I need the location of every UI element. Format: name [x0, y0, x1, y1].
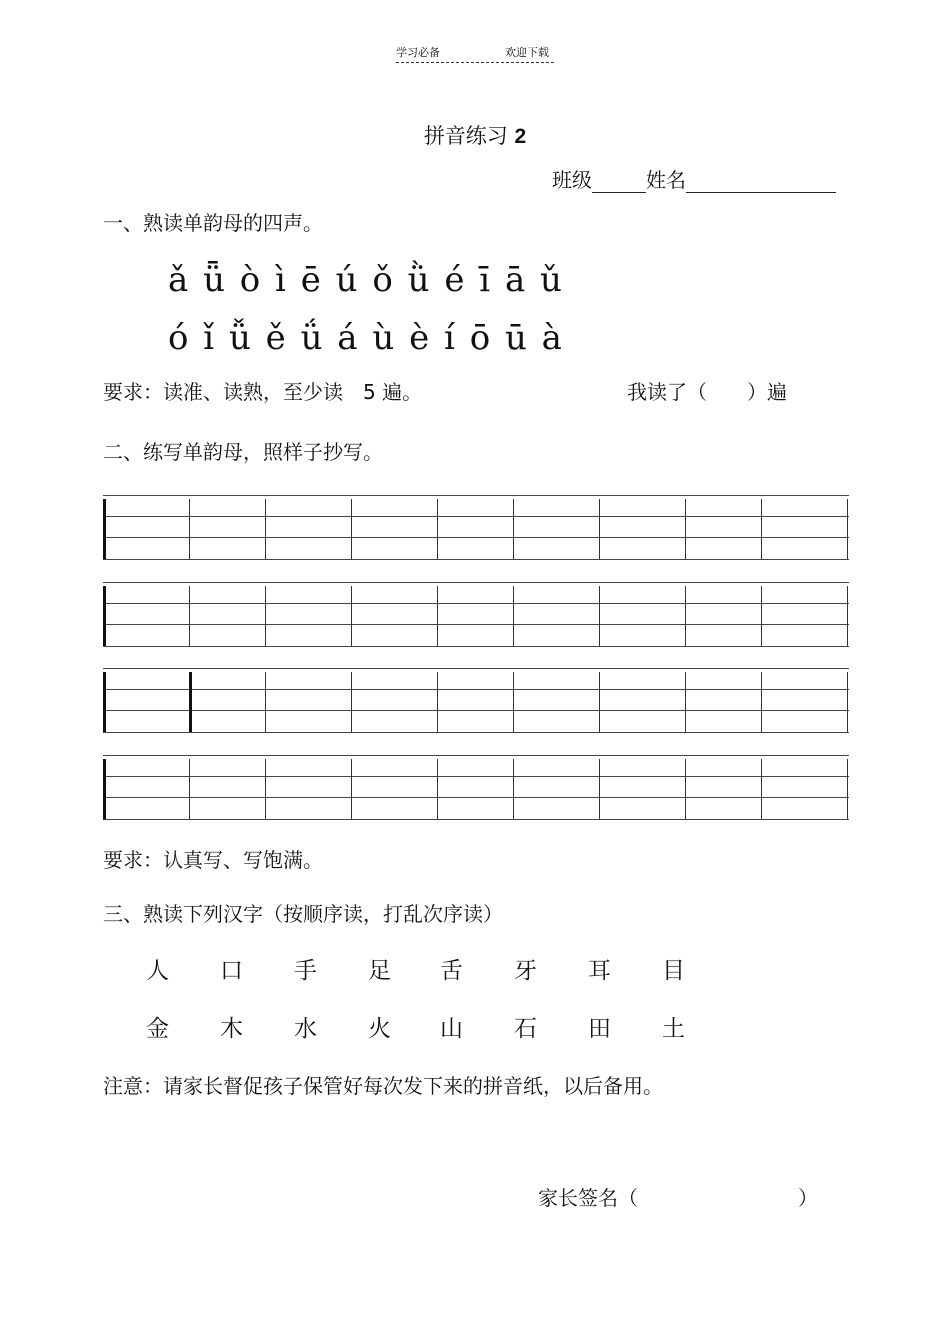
grid-divider	[847, 672, 848, 732]
grid-divider	[189, 499, 190, 559]
grid-line	[103, 495, 849, 496]
page-title	[0, 120, 950, 150]
grid-divider	[847, 759, 848, 819]
section3-heading: 三、熟读下列汉字（按顺序读，打乱次序读）	[103, 902, 503, 926]
pinyin-grid-4[interactable]	[103, 755, 849, 817]
grid-divider	[599, 499, 600, 559]
title-number: 2	[514, 125, 527, 148]
section1-heading: 一、熟读单韵母的四声。	[103, 211, 323, 235]
grid-divider	[189, 672, 192, 732]
grid-divider	[437, 759, 438, 819]
grid-divider	[265, 759, 266, 819]
grid-divider	[351, 672, 352, 732]
section1-requirement: 要求：读准、读熟，至少读 5 遍。	[103, 380, 423, 404]
pinyin-grid-1[interactable]	[103, 495, 849, 557]
grid-divider	[599, 759, 600, 819]
signature-close: ）	[798, 1186, 818, 1210]
class-blank[interactable]	[592, 170, 646, 193]
grid-divider	[351, 499, 352, 559]
hanzi-row1-4: 足	[368, 958, 391, 984]
signature-label: 家长签名（	[538, 1186, 638, 1210]
header-left-text: 学习必备	[396, 46, 440, 59]
grid-line	[103, 755, 849, 756]
grid-line	[103, 582, 849, 583]
grid-divider	[685, 499, 686, 559]
grid-divider	[513, 499, 514, 559]
grid-divider	[761, 586, 762, 646]
section2-heading: 二、练写单韵母，照样子抄写。	[103, 440, 383, 464]
grid-divider	[265, 586, 266, 646]
grid-line	[103, 646, 849, 647]
hanzi-row2-5: 山	[440, 1016, 463, 1042]
pinyin-grid-3[interactable]	[103, 668, 849, 730]
hanzi-row2-2: 木	[220, 1016, 243, 1042]
read-count: 我读了（ ）遍	[627, 380, 787, 404]
grid-divider	[103, 499, 106, 559]
grid-divider	[437, 586, 438, 646]
pinyin-row-2: ó ǐ ǚ ě ǘ á ù è í ō ū à	[168, 318, 564, 358]
hanzi-row1-2: 口	[220, 958, 243, 984]
name-blank[interactable]	[686, 170, 836, 193]
grid-divider	[761, 499, 762, 559]
grid-divider	[189, 586, 190, 646]
grid-divider	[513, 759, 514, 819]
hanzi-row1-5: 舌	[440, 958, 463, 984]
grid-divider	[685, 759, 686, 819]
pinyin-row-1: ǎ ǖ ò ì ē ú ǒ ǜ é ī ā ǔ	[168, 260, 564, 300]
grid-line	[103, 776, 849, 777]
grid-divider	[761, 672, 762, 732]
hanzi-row1-8: 目	[662, 958, 685, 984]
hanzi-row2-4: 火	[368, 1016, 391, 1042]
hanzi-row1-1: 人	[146, 958, 169, 984]
grid-line	[103, 559, 849, 560]
grid-divider	[599, 672, 600, 732]
grid-divider	[513, 672, 514, 732]
grid-divider	[265, 499, 266, 559]
grid-divider	[847, 586, 848, 646]
grid-line	[103, 668, 849, 669]
grid-line	[103, 819, 849, 820]
grid-divider	[103, 759, 106, 819]
grid-divider	[437, 672, 438, 732]
pinyin-grid-2[interactable]	[103, 582, 849, 644]
hanzi-row1-3: 手	[294, 958, 317, 984]
grid-line	[103, 537, 849, 538]
grid-divider	[103, 672, 106, 732]
grid-line	[103, 732, 849, 733]
grid-divider	[351, 759, 352, 819]
grid-divider	[351, 586, 352, 646]
section2-requirement: 要求：认真写、写饱满。	[103, 848, 323, 872]
class-name-line	[552, 164, 836, 193]
grid-divider	[761, 759, 762, 819]
grid-divider	[437, 499, 438, 559]
name-label: 姓名	[646, 168, 686, 192]
hanzi-row2-3: 水	[294, 1016, 317, 1042]
grid-divider	[103, 586, 106, 646]
grid-divider	[265, 672, 266, 732]
grid-divider	[685, 586, 686, 646]
grid-divider	[685, 672, 686, 732]
parent-signature	[538, 1182, 818, 1211]
class-label: 班级	[552, 168, 592, 192]
hanzi-row1-7: 耳	[588, 958, 611, 984]
title-text: 拼音练习	[423, 124, 508, 148]
hanzi-row2-8: 土	[662, 1016, 685, 1042]
grid-line	[103, 603, 849, 604]
grid-line	[103, 516, 849, 517]
grid-divider	[599, 586, 600, 646]
hanzi-row2-1: 金	[146, 1016, 169, 1042]
header-right-text: 欢迎下载	[505, 46, 549, 59]
hanzi-row2-7: 田	[588, 1016, 611, 1042]
grid-divider	[847, 499, 848, 559]
grid-line	[103, 624, 849, 625]
grid-line	[103, 689, 849, 690]
hanzi-row2-6: 石	[514, 1016, 537, 1042]
grid-divider	[513, 586, 514, 646]
grid-divider	[189, 759, 190, 819]
grid-line	[103, 710, 849, 711]
note-text: 注意：请家长督促孩子保管好每次发下来的拼音纸，以后备用。	[103, 1074, 663, 1098]
header-divider	[396, 62, 554, 63]
grid-line	[103, 797, 849, 798]
hanzi-row1-6: 牙	[514, 958, 537, 984]
